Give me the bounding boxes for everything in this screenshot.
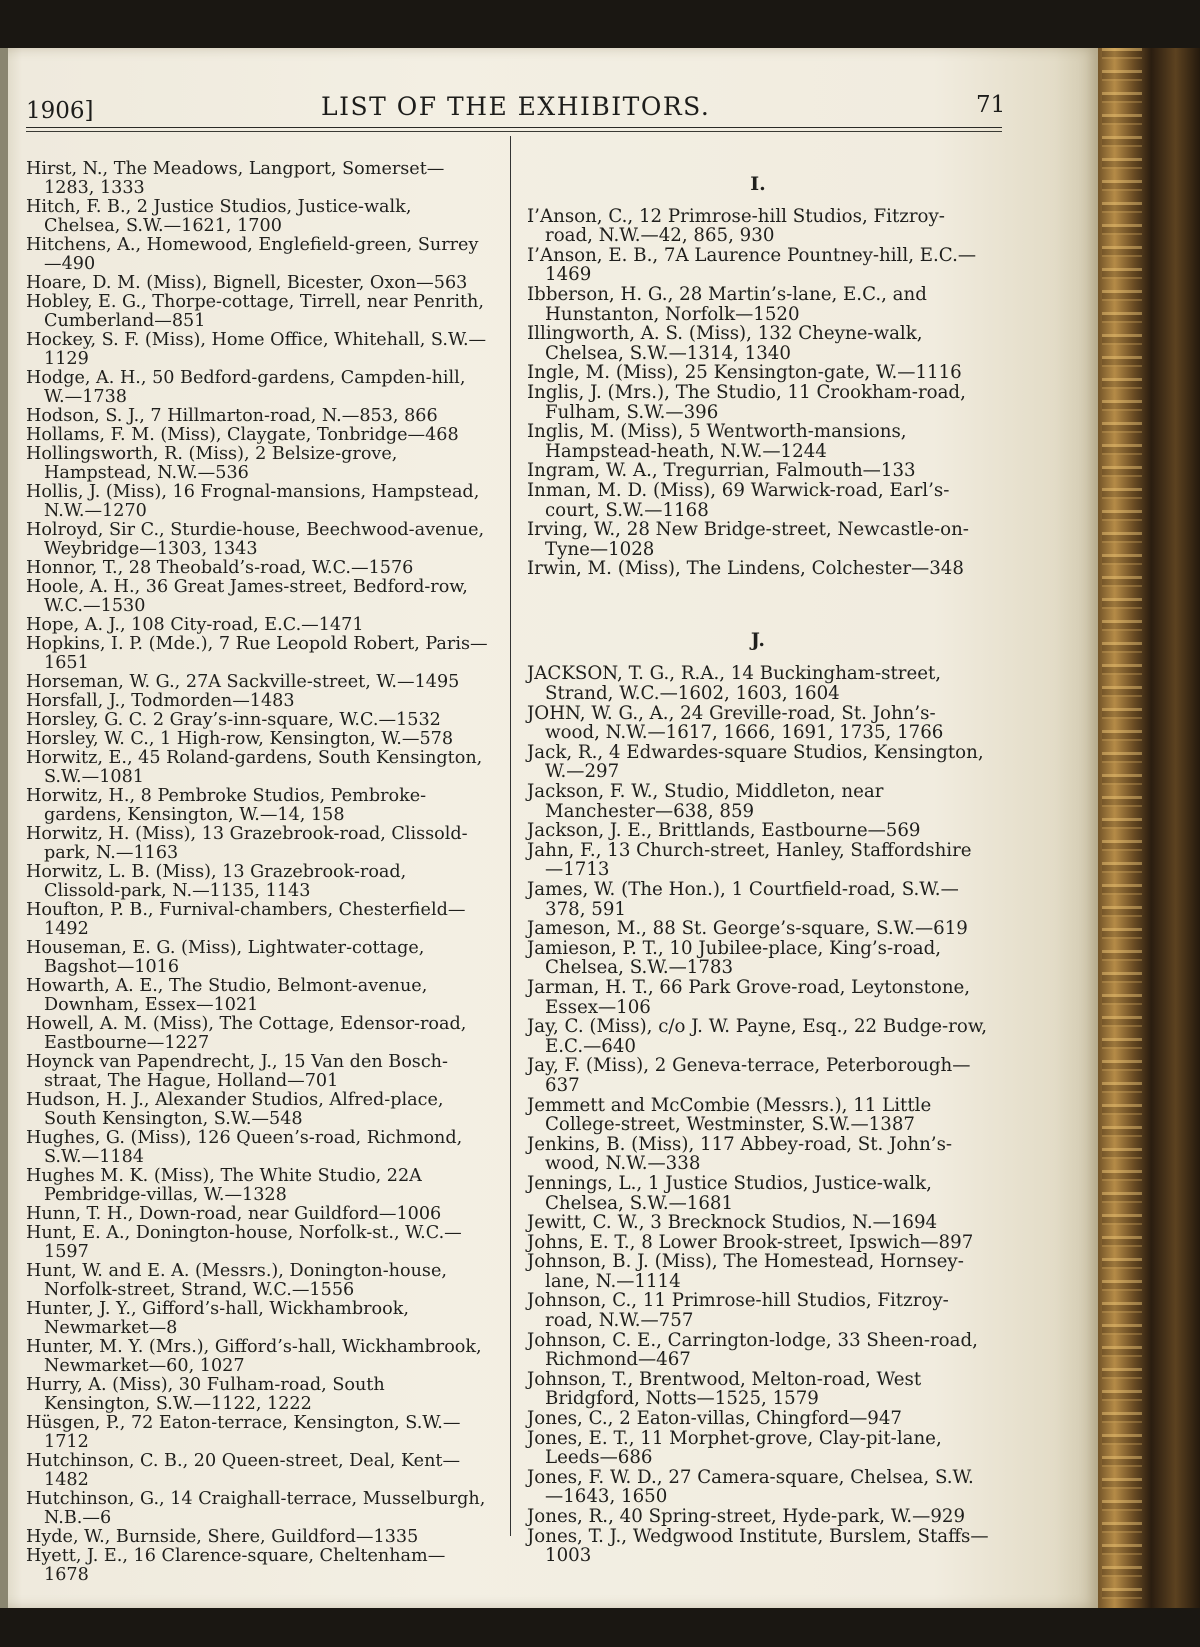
exhibitor-entry: Jenkins, B. (Miss), 117 Abbey-road, St. John’s-wood, N.W.—338 — [527, 1133, 953, 1175]
exhibitor-entry: Houseman, E. G. (Miss), Lightwater-cottage, Bagshot—1016 — [26, 938, 425, 977]
exhibitor-entry: Jemmett and McCombie (Messrs.), 11 Little College-street, Westminster, S.W.—1387 — [527, 1094, 932, 1136]
exhibitor-entry: Hodge, A. H., 50 Bedford-gardens, Campden-hill, W.—1738 — [26, 368, 466, 407]
exhibitor-entry: Hughes M. K. (Miss), The White Studio, 22A Pembridge-villas, W.—1328 — [26, 1166, 422, 1205]
exhibitor-entry: Johns, E. T., 8 Lower Brook-street, Ipswich—897 — [527, 1231, 974, 1253]
section-j-entries — [527, 664, 989, 1565]
exhibitor-entry: Hirst, N., The Meadows, Langport, Somerset—1283, 1333 — [26, 159, 445, 198]
page-title: LIST OF THE EXHIBITORS. — [321, 92, 711, 121]
section-letter-j: J. — [750, 628, 766, 651]
left-column — [26, 160, 488, 1585]
section-i-entries — [527, 207, 989, 579]
exhibitor-entry: Inglis, J. (Mrs.), The Studio, 11 Crookham-road, Fulham, S.W.—396 — [527, 381, 966, 423]
exhibitor-entry: Horwitz, H. (Miss), 13 Grazebrook-road, Clissold-park, N.—1163 — [26, 824, 468, 863]
exhibitor-entry: JACKSON, T. G., R.A., 14 Buckingham-street, Strand, W.C.—1602, 1603, 1604 — [527, 663, 942, 705]
exhibitor-entry: Horwitz, E., 45 Roland-gardens, South Kensington, S.W.—1081 — [26, 748, 483, 787]
exhibitor-entry: Howell, A. M. (Miss), The Cottage, Edensor-road, Eastbourne—1227 — [26, 1014, 467, 1053]
exhibitor-entry: Howarth, A. E., The Studio, Belmont-avenue, Downham, Essex—1021 — [26, 976, 428, 1015]
exhibitor-entry: Jackson, J. E., Brittlands, Eastbourne—569 — [527, 820, 921, 842]
exhibitor-entry: Johnson, C., 11 Primrose-hill Studios, Fitzroy-road, N.W.—757 — [527, 1290, 949, 1332]
exhibitor-entry: Hodson, S. J., 7 Hillmarton-road, N.—853, 866 — [26, 406, 438, 426]
exhibitor-entry: Irving, W., 28 New Bridge-street, Newcastle-on-Tyne—1028 — [527, 519, 969, 560]
exhibitor-entry: Inman, M. D. (Miss), 69 Warwick-road, Earl’s-court, S.W.—1168 — [527, 479, 950, 521]
exhibitor-entry: Jahn, F., 13 Church-street, Hanley, Staffordshire—1713 — [527, 839, 972, 881]
exhibitor-entry: Illingworth, A. S. (Miss), 132 Cheyne-walk, Chelsea, S.W.—1314, 1340 — [527, 323, 923, 364]
exhibitor-entry: Hunt, W. and E. A. (Messrs.), Donington-house, Norfolk-street, Strand, W.C.—1556 — [26, 1261, 447, 1300]
exhibitor-entry: Hitch, F. B., 2 Justice Studios, Justice-walk, Chelsea, S.W.—1621, 1700 — [26, 197, 412, 236]
header-rule — [26, 127, 1002, 128]
exhibitor-entry: Honnor, T., 28 Theobald’s-road, W.C.—1576 — [26, 558, 414, 578]
exhibitor-entry: Johnson, C. E., Carrington-lodge, 33 Sheen-road, Richmond—467 — [527, 1329, 978, 1371]
exhibitor-entry: I’Anson, E. B., 7A Laurence Pountney-hill, E.C.—1469 — [527, 244, 977, 286]
header-rule-thin — [26, 131, 1002, 132]
exhibitor-entry: Hunn, T. H., Down-road, near Guildford—1006 — [26, 1204, 442, 1224]
exhibitor-entry: Ibberson, H. G., 28 Martin’s-lane, E.C., and Hunstanton, Norfolk—1520 — [527, 283, 927, 325]
exhibitor-entry: I’Anson, C., 12 Primrose-hill Studios, Fitzroy-road, N.W.—42, 865, 930 — [527, 205, 945, 247]
exhibitor-entry: Hurry, A. (Miss), 30 Fulham-road, South Kensington, S.W.—1122, 1222 — [26, 1375, 385, 1414]
exhibitor-entry: Hyde, W., Burnside, Shere, Guildford—1335 — [26, 1527, 419, 1547]
exhibitor-entry: Hunt, E. A., Donington-house, Norfolk-st., W.C.—1597 — [26, 1223, 462, 1262]
exhibitor-entry: Jones, E. T., 11 Morphet-grove, Clay-pit-lane, Leeds—686 — [527, 1427, 942, 1469]
exhibitor-entry: Jameson, M., 88 St. George’s-square, S.W.—619 — [527, 918, 968, 940]
exhibitor-entry: Inglis, M. (Miss), 5 Wentworth-mansions, Hampstead-heath, N.W.—1244 — [527, 421, 907, 462]
exhibitor-entry: Hyett, J. E., 16 Clarence-square, Cheltenham—1678 — [26, 1546, 446, 1585]
exhibitor-entry: Holroyd, Sir C., Sturdie-house, Beechwood-avenue, Weybridge—1303, 1343 — [26, 520, 485, 559]
exhibitor-entry: Horsley, G. C. 2 Gray’s-inn-square, W.C.—1532 — [26, 710, 441, 730]
exhibitor-entry: Jackson, F. W., Studio, Middleton, near Manchester—638, 859 — [527, 781, 884, 822]
column-divider — [510, 136, 511, 1536]
exhibitor-entry: Jack, R., 4 Edwardes-square Studios, Kensington, W.—297 — [527, 741, 984, 783]
exhibitor-entry: Hitchens, A., Homewood, Englefield-green, Surrey—490 — [26, 235, 479, 274]
exhibitor-entry: Jones, R., 40 Spring-street, Hyde-park, W.—929 — [527, 1506, 966, 1527]
exhibitor-entry: Horwitz, L. B. (Miss), 13 Grazebrook-road, Clissold-park, N.—1135, 1143 — [26, 862, 407, 901]
exhibitor-entry: Hope, A. J., 108 City-road, E.C.—1471 — [26, 615, 364, 635]
exhibitor-entry: Hoynck van Papendrecht, J., 15 Van den Bosch-straat, The Hague, Holland—701 — [26, 1052, 448, 1091]
exhibitor-entry: Hoare, D. M. (Miss), Bignell, Bicester, Oxon—563 — [26, 273, 468, 293]
exhibitor-entry: James, W. (The Hon.), 1 Courtfield-road, S.W.—378, 591 — [527, 879, 959, 920]
exhibitor-entry: Irwin, M. (Miss), The Lindens, Colchester—348 — [527, 558, 964, 580]
exhibitor-entry: Jay, F. (Miss), 2 Geneva-terrace, Peterborough—637 — [527, 1055, 971, 1096]
exhibitor-entry: JOHN, W. G., A., 24 Greville-road, St. John’s-wood, N.W.—1617, 1666, 1691, 1735, 1766 — [527, 702, 944, 744]
exhibitor-entry: Jones, C., 2 Eaton-villas, Chingford—947 — [527, 1408, 903, 1430]
exhibitor-entry: Jarman, H. T., 66 Park Grove-road, Leytonstone, Essex—106 — [527, 976, 971, 1018]
running-header — [26, 92, 1006, 126]
exhibitor-entry: Johnson, B. J. (Miss), The Homestead, Hornsey-lane, N.—1114 — [527, 1251, 964, 1292]
exhibitor-entry: Horsfall, J., Todmorden—1483 — [26, 691, 295, 711]
exhibitor-entry: Horwitz, H., 8 Pembroke Studios, Pembroke-gardens, Kensington, W.—14, 158 — [26, 786, 427, 825]
right-column — [527, 175, 989, 1566]
exhibitor-entry: Hollis, J. (Miss), 16 Frognal-mansions, Hampstead, N.W.—1270 — [26, 482, 480, 521]
exhibitor-entry: Hobley, E. G., Thorpe-cottage, Tirrell, near Penrith, Cumberland—851 — [26, 292, 484, 331]
exhibitor-entry: Hockey, S. F. (Miss), Home Office, Whitehall, S.W.—1129 — [26, 330, 487, 369]
header-year: 1906] — [26, 98, 94, 124]
exhibitor-entry: Horseman, W. G., 27A Sackville-street, W.—1495 — [26, 672, 460, 692]
exhibitor-entry: Hunter, J. Y., Gifford’s-hall, Wickhambrook, Newmarket—8 — [26, 1299, 409, 1338]
exhibitor-entry: Houfton, P. B., Furnival-chambers, Chesterfield—1492 — [26, 900, 466, 939]
exhibitor-entry: Hüsgen, P., 72 Eaton-terrace, Kensington, S.W.—1712 — [26, 1413, 461, 1452]
exhibitor-entry: Jay, C. (Miss), c/o J. W. Payne, Esq., 22 Budge-row, E.C.—640 — [527, 1016, 988, 1057]
exhibitor-entry: Jamieson, P. T., 10 Jubilee-place, King’s-road, Chelsea, S.W.—1783 — [527, 937, 942, 979]
exhibitor-entry: Horsley, W. C., 1 High-row, Kensington, W.—578 — [26, 729, 454, 749]
exhibitor-entry: Hollams, F. M. (Miss), Claygate, Tonbridge—468 — [26, 425, 459, 445]
exhibitor-entry: Jones, F. W. D., 27 Camera-square, Chelsea, S.W.—1643, 1650 — [527, 1466, 974, 1508]
exhibitor-entry: Hunter, M. Y. (Mrs.), Gifford’s-hall, Wickhambrook, Newmarket—60, 1027 — [26, 1337, 482, 1376]
exhibitor-entry: Hughes, G. (Miss), 126 Queen’s-road, Richmond, S.W.—1184 — [26, 1128, 463, 1167]
exhibitor-entry: Ingle, M. (Miss), 25 Kensington-gate, W.—1116 — [527, 362, 962, 384]
exhibitor-entry: Hudson, H. J., Alexander Studios, Alfred-place, South Kensington, S.W.—548 — [26, 1090, 444, 1129]
exhibitor-entry: Jennings, L., 1 Justice Studios, Justice-walk, Chelsea, S.W.—1681 — [527, 1172, 932, 1214]
exhibitor-entry: Jewitt, C. W., 3 Brecknock Studios, N.—1694 — [527, 1212, 938, 1234]
page-gutter-shadow — [0, 48, 8, 1608]
exhibitor-entry: Hollingsworth, R. (Miss), 2 Belsize-grove, Hampstead, N.W.—536 — [26, 444, 398, 483]
exhibitor-entry: Johnson, T., Brentwood, Melton-road, West Bridgford, Notts—1525, 1579 — [527, 1368, 922, 1410]
exhibitor-entry: Hopkins, I. P. (Mde.), 7 Rue Leopold Robert, Paris—1651 — [26, 634, 488, 673]
page-number: 71 — [976, 92, 1006, 118]
exhibitor-entry: Ingram, W. A., Tregurrian, Falmouth—133 — [527, 460, 916, 482]
section-letter-i: I. — [750, 173, 766, 195]
exhibitor-entry: Hutchinson, G., 14 Craighall-terrace, Musselburgh, N.B.—6 — [26, 1489, 486, 1528]
exhibitor-entry: Jones, T. J., Wedgwood Institute, Burslem, Staffs—1003 — [527, 1525, 989, 1567]
exhibitor-entry: Hutchinson, C. B., 20 Queen-street, Deal, Kent—1482 — [26, 1451, 461, 1490]
exhibitor-entry: Hoole, A. H., 36 Great James-street, Bedford-row, W.C.—1530 — [26, 577, 468, 616]
